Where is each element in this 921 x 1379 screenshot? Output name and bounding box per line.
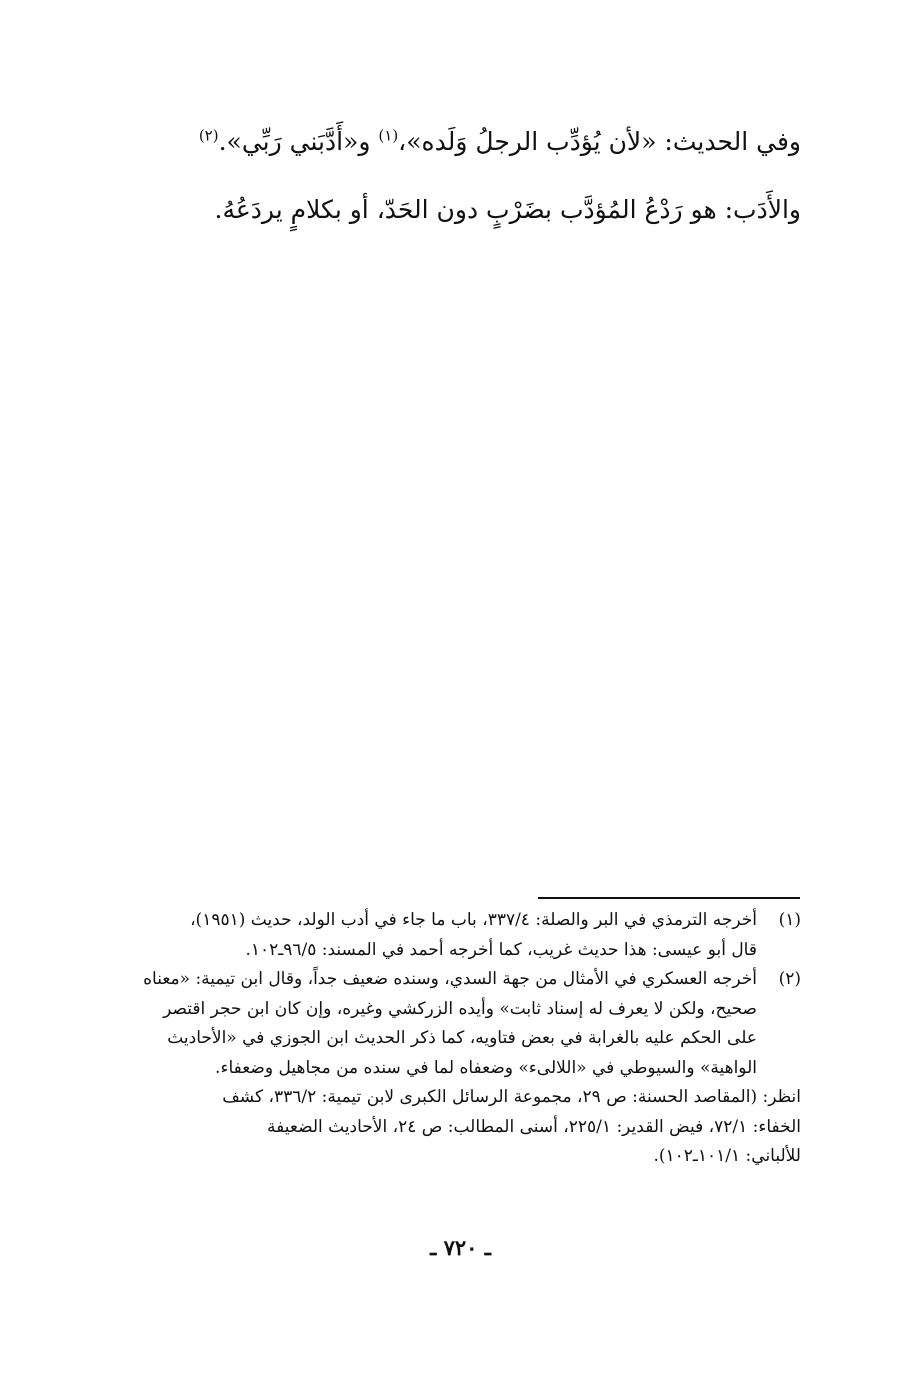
- footnote-tail-line-1: انظر: (المقاصد الحسنة: ص ٢٩، مجموعة الرسائل الكبرى لابن تيمية: ٣٣٦/٢، كشف: [222, 1087, 801, 1107]
- footnote-tail-line-2: الخفاء: ٧٢/١، فيض القدير: ٢٢٥/١، أسنى المطالب: ص ٢٤، الأحاديث الضعيفة: [267, 1116, 801, 1137]
- main-text-line-2: والأَدَب: هو رَدْعُ المُؤدَّب بضَرْبٍ دون الحَدّ، أو بكلامٍ يردَعُهُ.: [214, 195, 801, 224]
- footnote-1-line-2: قال أبو عيسى: هذا حديث غريب، كما أخرجه أحمد في المسند: ٩٦/٥ـ١٠٢.: [245, 939, 757, 960]
- footnote-2-line-4: الواهية» والسيوطي في «اللالىء» وضعفاه لما في سنده من مجاهيل وضعفاء.: [215, 1057, 757, 1078]
- footnote-ref-2[interactable]: (٢): [198, 126, 219, 145]
- footnote-1-line-1: أخرجه الترمذي في البر والصلة: ٣٣٧/٤، باب ما جاء في أدب الولد، حديث (١٩٥١)،: [190, 910, 757, 930]
- footnote-tail-line-3: للألباني: ١٠١/١ـ١٠٢).: [653, 1146, 801, 1166]
- page-number: ـ ٧٢٠ ـ: [430, 1235, 491, 1260]
- footnote-1-body: [101, 906, 757, 965]
- footnote-2-line-1: أخرجه العسكري في الأمثال من جهة السدي، وسنده ضعيف جداً، وقال ابن تيمية: «معناه: [143, 969, 757, 989]
- hadith-text-part-1: وفي الحديث: «لأن يُؤدِّب الرجلُ وَلَده»،: [398, 127, 801, 156]
- footnote-2: [101, 965, 801, 1083]
- footnote-ref-1[interactable]: (١): [378, 126, 399, 145]
- footnote-2-line-2: صحيح، ولكن لا يعرف له إسناد ثابت» وأيده الزركشي وغيره، وإن كان ابن حجر اقتصر: [163, 998, 757, 1019]
- footnote-2-line-3: على الحكم عليه بالغرابة في بعض فتاويه، كما ذكر الحديث ابن الجوزي في «الأحاديث: [167, 1028, 757, 1048]
- main-text-line-1: [101, 122, 801, 162]
- footnote-1-number: (١): [778, 910, 801, 930]
- footnote-separator: [538, 897, 800, 899]
- footnotes-section: [101, 906, 801, 1172]
- hadith-text-part-2: و«أَدَّبَني رَبِّي».: [218, 127, 379, 156]
- footnote-2-body: [101, 965, 757, 1083]
- footnote-1: [101, 906, 801, 965]
- footnote-2-number: (٢): [778, 969, 801, 989]
